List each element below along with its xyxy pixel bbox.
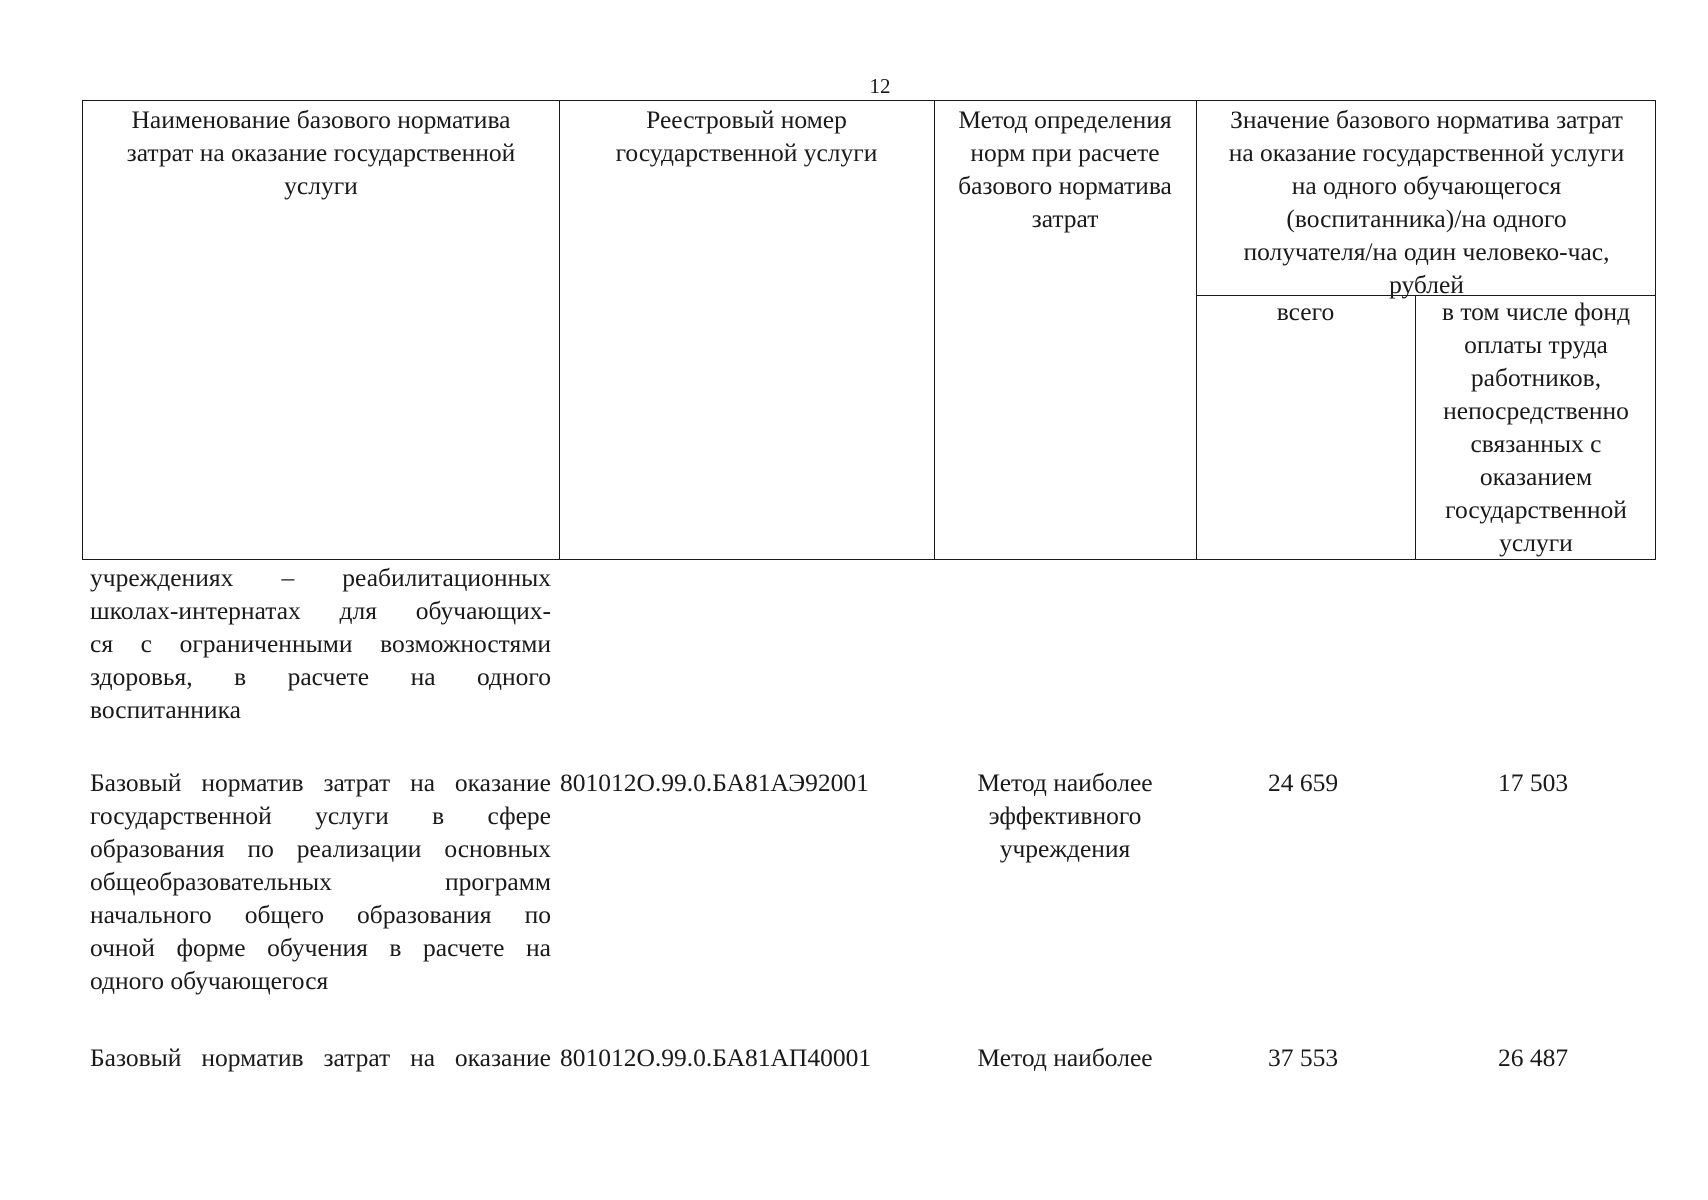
- row-total: 37 553: [1267, 1043, 1339, 1072]
- table-header: [82, 100, 1656, 560]
- header-method: Метод определения норм при расчете базового норматива затрат: [958, 105, 1172, 233]
- row-registry-number: 801012О.99.0.БА81АЭ92001: [560, 768, 869, 797]
- header-wage-fund: в том числе фонд оплаты труда работников, непосредственно связанных с оказанием государственной услуги: [1441, 297, 1631, 557]
- header-registry-number: Реестровый номер государственной услуги: [615, 105, 878, 167]
- row-total: 24 659: [1267, 768, 1339, 797]
- row-service-name: Базовый норматив затрат на оказание: [90, 1043, 551, 1072]
- row-wage-fund: 26 487: [1497, 1043, 1569, 1072]
- row-wage-fund: 17 503: [1497, 768, 1569, 797]
- header-service-name: Наименование базового норматива затрат на оказание государственной услуги: [126, 105, 516, 200]
- row-registry-number: 801012О.99.0.БА81АП40001: [560, 1043, 872, 1072]
- header-norm-value: Значение базового норматива затрат на оказание государственной услуги на одного обучающегося (воспитанника)/на одного получателя/на один человеко-час, рублей: [1228, 105, 1625, 299]
- continuation-text: учреждениях – реабилитационных школах-интернатах для обучающих- ся с ограниченными возможностями здоровья, в расчете на одного воспитанника: [90, 563, 551, 724]
- row-method: Метод наиболее эффективного учреждения: [977, 768, 1153, 863]
- column-divider: [559, 101, 560, 559]
- header-total: всего: [1276, 297, 1335, 326]
- row-method: Метод наиболее: [977, 1043, 1153, 1072]
- page-number: 12: [869, 74, 891, 98]
- row-service-name: Базовый норматив затрат на оказание государственной услуги в сфере образования по реализации основных общеобразовательных программ начального общего образования по очной форме обучения в расчете на одного обучающегося: [90, 768, 551, 995]
